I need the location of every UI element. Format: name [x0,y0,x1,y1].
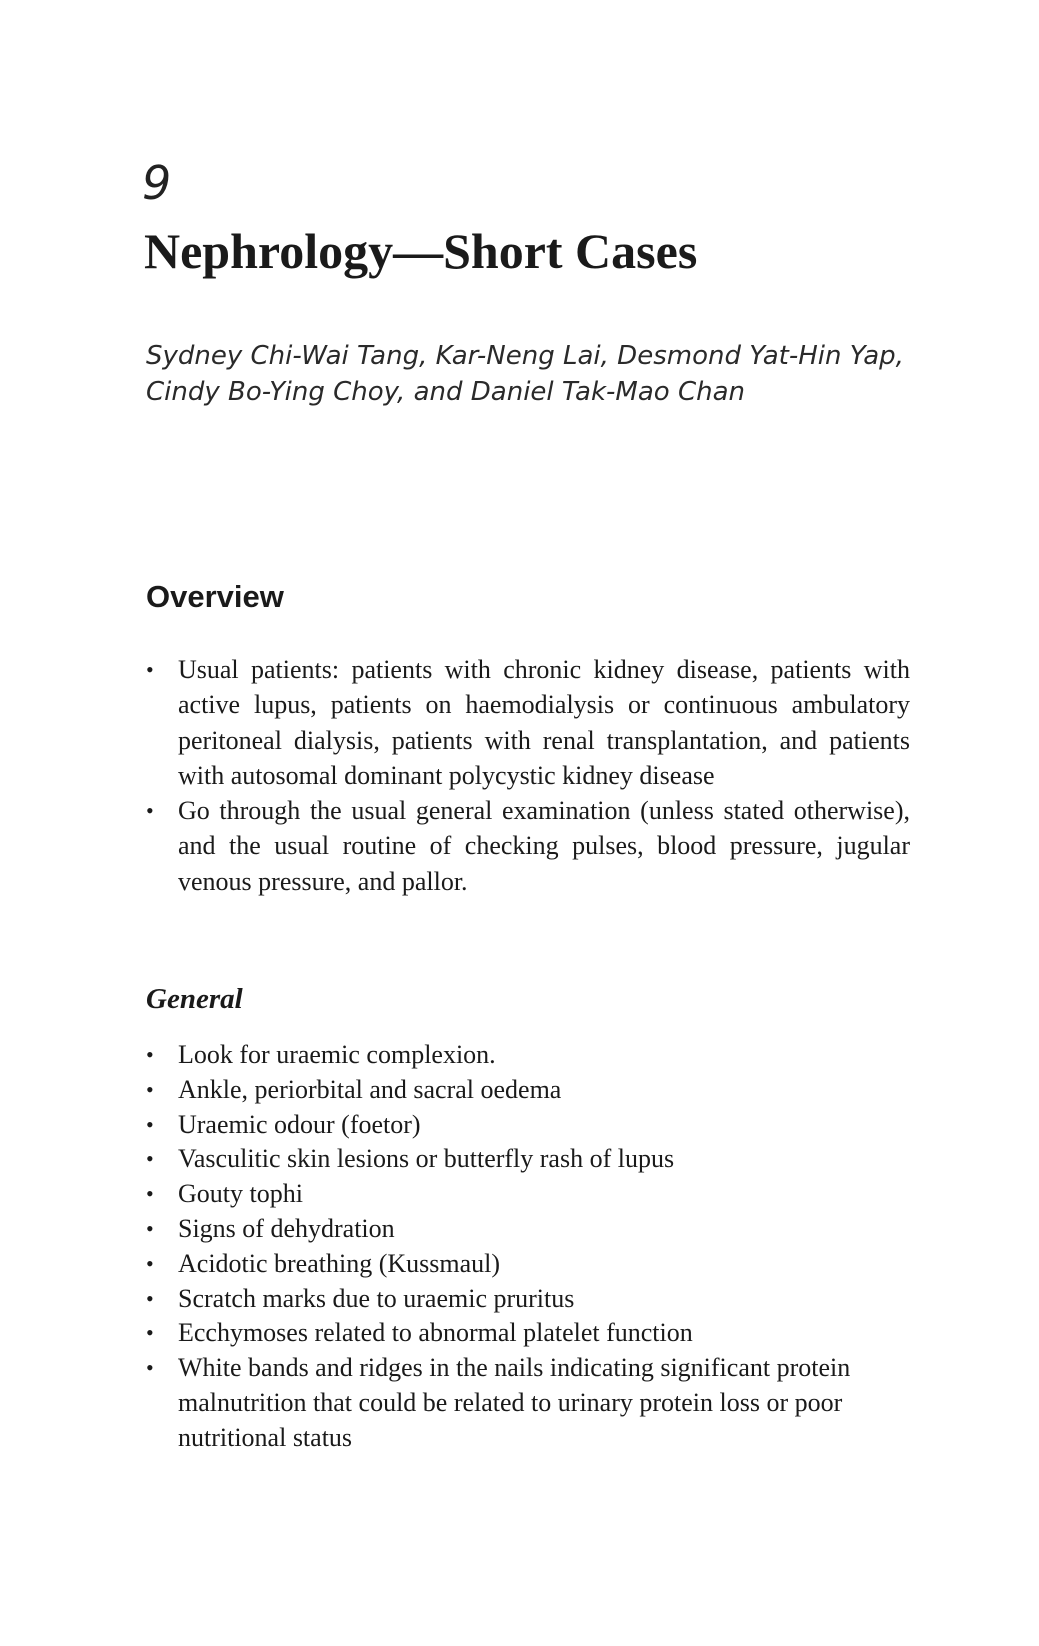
bullet-icon: • [146,1215,154,1241]
list-item-text-line-2: malnutrition that could be related to urinary protein loss or poor [178,1387,843,1417]
list-item-text: Signs of dehydration [178,1213,395,1243]
bullet-icon: • [146,1285,154,1311]
bullet-icon: • [146,1042,154,1067]
bullet-icon: • [146,1320,154,1346]
list-item [146,793,910,899]
bullet-icon: • [146,657,154,682]
bullet-icon: • [146,1355,154,1381]
list-item-text: Usual patients: patients with chronic kidney disease, patients with active lupus, patients on haemodialysis or continuous ambulatory peritoneal dialysis, patients with renal transplantation, and patients with autosomal dominant polycystic kidney disease [178,655,910,790]
chapter-authors [146,338,946,410]
overview-heading: Overview [146,579,284,614]
bullet-icon: • [146,1146,154,1172]
list-item-text-line-3: nutritional status [178,1422,353,1452]
list-item-text: Look for uraemic complexion. [178,1040,496,1069]
list-item-text: Vasculitic skin lesions or butterfly rash of lupus [178,1144,675,1174]
bullet-icon: • [146,1250,154,1276]
list-item [146,1316,916,1351]
list-item [146,1282,916,1317]
authors-line-2: Cindy Bo-Ying Choy, and Daniel Tak-Mao Chan [146,377,746,407]
bullet-icon: • [146,1111,154,1137]
bullet-icon: • [146,798,154,824]
list-item-text: Ecchymoses related to abnormal platelet function [178,1318,693,1348]
chapter-title: Nephrology—Short Cases [144,223,698,279]
list-item [146,1351,916,1455]
list-item [146,1247,916,1282]
list-item [146,1073,916,1108]
list-item-text: Ankle, periorbital and sacral oedema [178,1074,562,1104]
general-heading: General [146,983,243,1015]
list-item-text: Uraemic odour (foetor) [178,1109,421,1139]
list-item [146,1177,916,1212]
overview-list [146,652,910,899]
list-item-text: Go through the usual general examination (unless stated otherwise), and the usual routine of checking pulses, blood pressure, jugular venous pressure, and pallor. [178,796,910,896]
list-item-text: Scratch marks due to uraemic pruritus [178,1283,575,1313]
bullet-icon: • [146,1181,154,1207]
list-item-text: Gouty tophi [178,1179,303,1209]
general-list [146,1038,916,1456]
list-item-text: Acidotic breathing (Kussmaul) [178,1248,501,1278]
list-item [146,1108,916,1143]
list-item [146,652,910,793]
list-item-text-line-1: White bands and ridges in the nails indicating significant protein [178,1353,851,1383]
bullet-icon: • [146,1076,154,1102]
list-item [146,1212,916,1247]
authors-line-1: Sydney Chi-Wai Tang, Kar-Neng Lai, Desmond Yat-Hin Yap, [146,341,904,371]
chapter-number: 9 [142,156,172,210]
list-item [146,1142,916,1177]
list-item [146,1038,916,1073]
